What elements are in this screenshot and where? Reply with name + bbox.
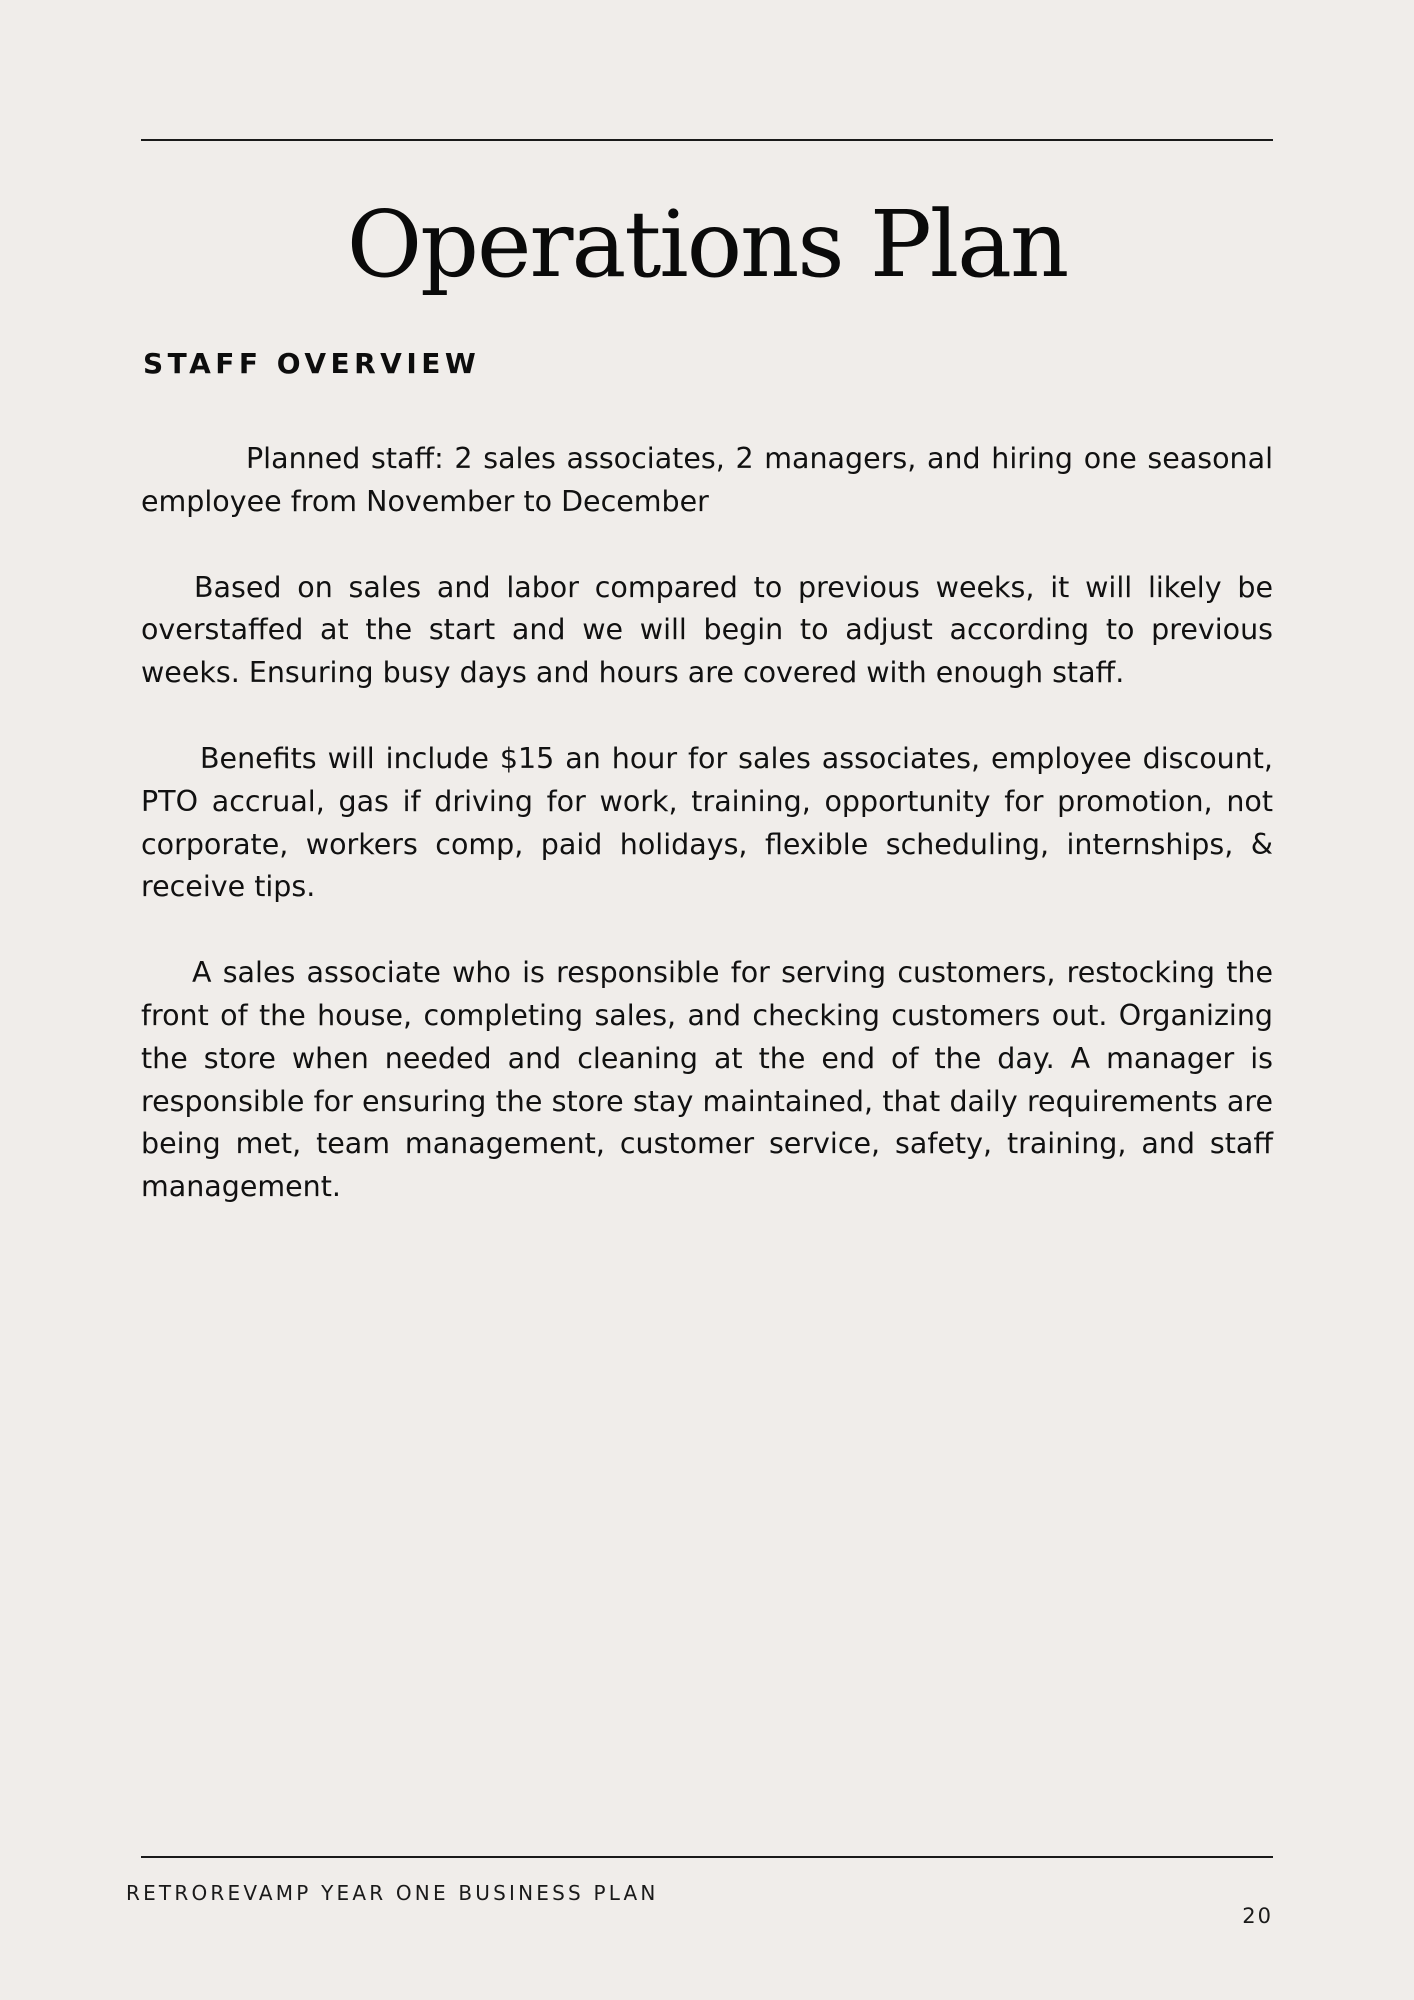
page-title: Operations Plan [346,191,1068,298]
footer-label: RETROREVAMP YEAR ONE BUSINESS PLAN [126,1881,659,1905]
section-heading: STAFF OVERVIEW [143,347,481,380]
page-number: 20 [1242,1904,1273,1928]
bottom-divider [141,1856,1273,1858]
top-divider [141,139,1273,141]
paragraph-staffing-adjustment: Based on sales and labor compared to previous weeks, it will likely be overstaffed at the start and we will begin to adjust according to previous weeks. Ensuring busy days and hours are covered with enough staff. [141,570,1273,690]
paragraph-benefits: Benefits will include $15 an hour for sales associates, employee discount, PTO accrual, gas if driving for work, training, opportunity for promotion, not corporate, workers comp, paid holidays, flexible scheduling, internships, & receive tips. [141,741,1273,904]
paragraph-roles: A sales associate who is responsible for serving customers, restocking the front of the house, completing sales, and checking customers out. Organizing the store when needed and cleaning at the end of the day. A manager is responsible for ensuring the store stay maintained, that daily requirements are being met, team management, customer service, safety, training, and staff management. [141,956,1273,1204]
paragraph-planned-staff: Planned staff: 2 sales associates, 2 managers, and hiring one seasonal employee from November to December [141,442,1273,518]
body-text [141,438,1273,1252]
